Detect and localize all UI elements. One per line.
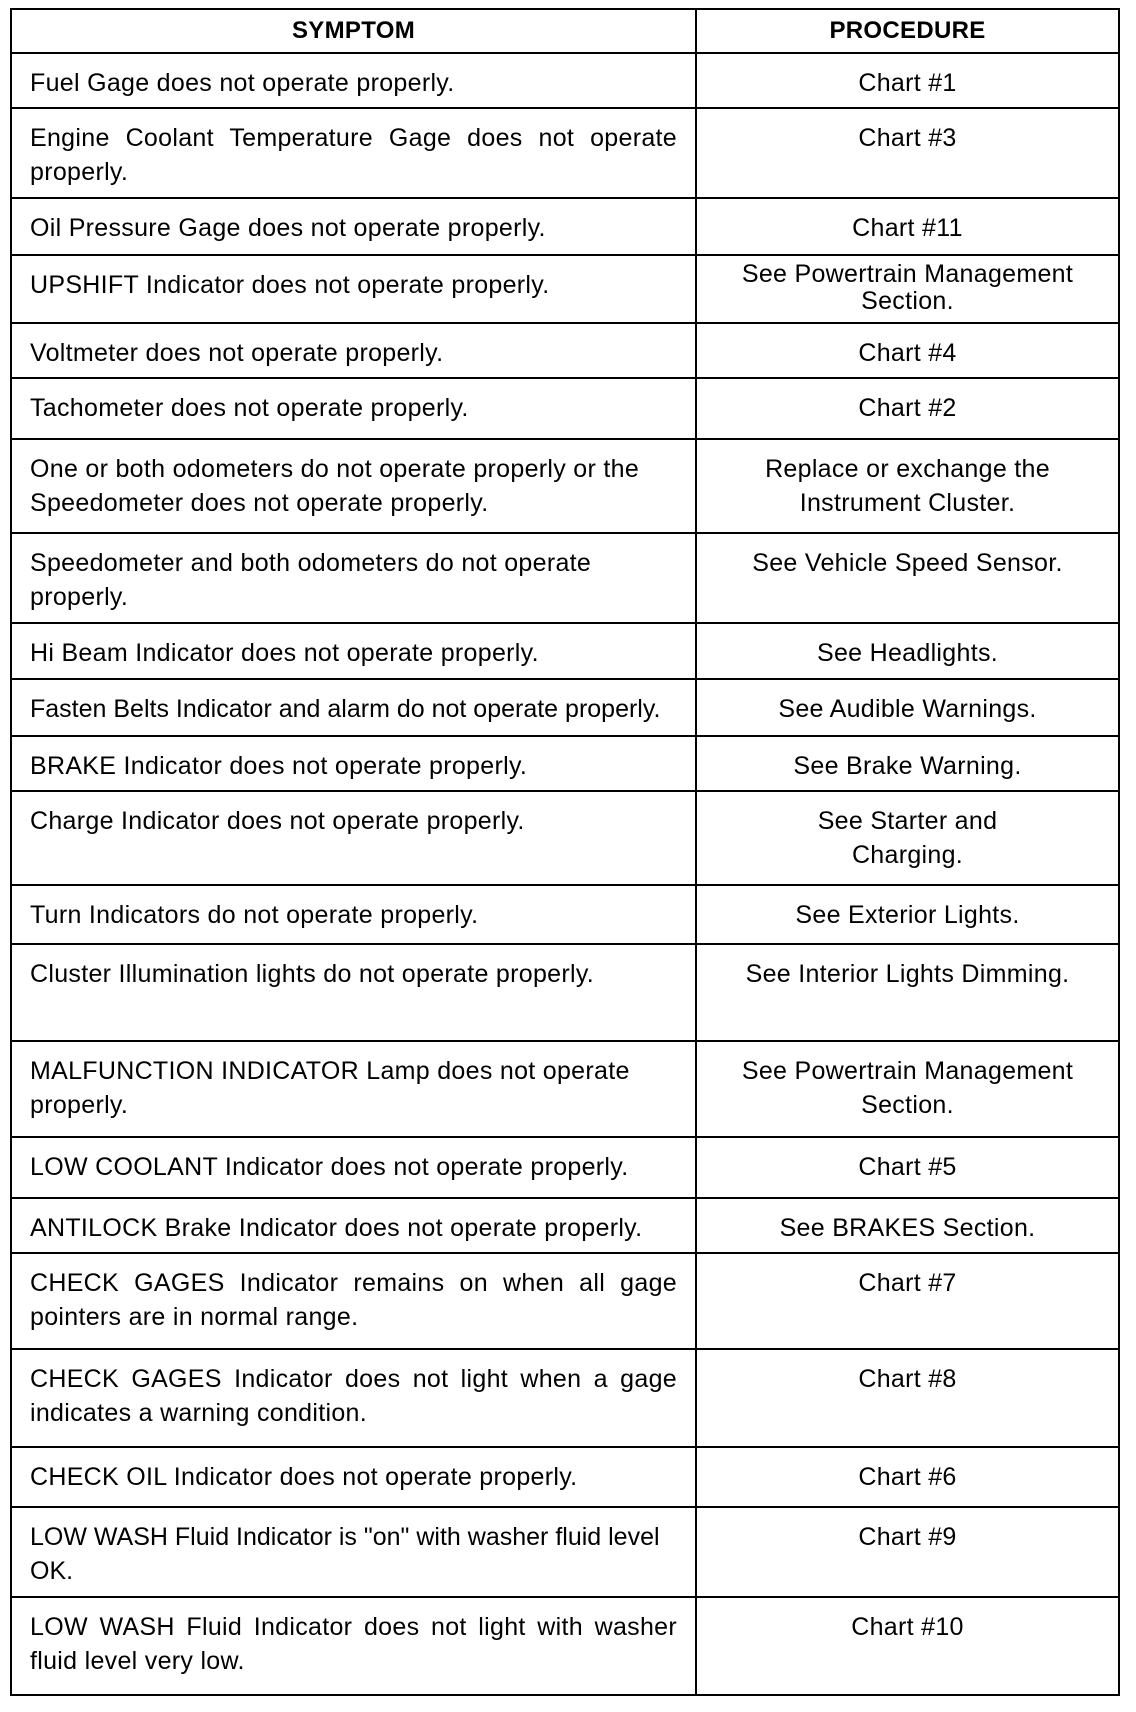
table-row (11, 533, 1119, 623)
symptom-cell: ANTILOCK Brake Indicator does not operate properly. (11, 1198, 696, 1253)
symptom-cell: Cluster Illumination lights do not operate properly. (11, 944, 696, 1040)
table-row (11, 679, 1119, 736)
header-row (11, 9, 1119, 53)
symptom-cell: Speedometer and both odometers do not operate properly. (11, 533, 696, 623)
procedure-column-header: PROCEDURE (696, 9, 1119, 53)
procedure-cell: See Vehicle Speed Sensor. (696, 533, 1119, 623)
table-row (11, 53, 1119, 108)
symptom-cell: Fuel Gage does not operate properly. (11, 53, 696, 108)
table-row (11, 198, 1119, 255)
table-row (11, 439, 1119, 533)
procedure-cell: See Powertrain Management Section. (696, 1041, 1119, 1137)
procedure-cell: Chart #2 (696, 378, 1119, 439)
procedure-cell: Chart #3 (696, 108, 1119, 198)
procedure-cell: Chart #11 (696, 198, 1119, 255)
symptom-cell: Charge Indicator does not operate properly. (11, 791, 696, 885)
procedure-cell: See Starter and Charging. (696, 791, 1119, 885)
symptom-cell: Oil Pressure Gage does not operate properly. (11, 198, 696, 255)
procedure-cell: Chart #6 (696, 1447, 1119, 1506)
procedure-cell: Chart #10 (696, 1597, 1119, 1695)
procedure-cell: Chart #5 (696, 1137, 1119, 1198)
symptom-cell: Tachometer does not operate properly. (11, 378, 696, 439)
table-row (11, 1507, 1119, 1597)
symptom-cell: Hi Beam Indicator does not operate properly. (11, 623, 696, 678)
procedure-cell: See Brake Warning. (696, 736, 1119, 791)
symptom-cell: BRAKE Indicator does not operate properly. (11, 736, 696, 791)
symptom-cell: Voltmeter does not operate properly. (11, 323, 696, 378)
procedure-cell: Chart #4 (696, 323, 1119, 378)
symptom-cell: CHECK GAGES Indicator remains on when all gage pointers are in normal range. (11, 1253, 696, 1349)
table-row (11, 791, 1119, 885)
table-row (11, 255, 1119, 322)
procedure-cell: Replace or exchange the Instrument Cluster. (696, 439, 1119, 533)
procedure-cell: See BRAKES Section. (696, 1198, 1119, 1253)
procedure-cell: See Interior Lights Dimming. (696, 944, 1119, 1040)
table-row (11, 944, 1119, 1040)
table-row (11, 323, 1119, 378)
table-row (11, 1447, 1119, 1506)
symptom-cell: LOW COOLANT Indicator does not operate properly. (11, 1137, 696, 1198)
symptom-procedure-table (10, 8, 1120, 1696)
table-row (11, 1041, 1119, 1137)
procedure-cell: See Exterior Lights. (696, 885, 1119, 944)
procedure-cell: See Powertrain Management Section. (696, 255, 1119, 322)
table-row (11, 1349, 1119, 1447)
symptom-cell: Turn Indicators do not operate properly. (11, 885, 696, 944)
symptom-column-header: SYMPTOM (11, 9, 696, 53)
symptom-cell: LOW WASH Fluid Indicator is "on" with washer fluid level OK. (11, 1507, 696, 1597)
symptom-cell: CHECK OIL Indicator does not operate properly. (11, 1447, 696, 1506)
table-row (11, 1198, 1119, 1253)
symptom-cell: CHECK GAGES Indicator does not light when a gage indicates a warning condition. (11, 1349, 696, 1447)
symptom-cell: One or both odometers do not operate properly or the Speedometer does not operate properly. (11, 439, 696, 533)
table-row (11, 885, 1119, 944)
procedure-cell: See Audible Warnings. (696, 679, 1119, 736)
procedure-cell: Chart #8 (696, 1349, 1119, 1447)
symptom-cell: Engine Coolant Temperature Gage does not operate properly. (11, 108, 696, 198)
symptom-cell: MALFUNCTION INDICATOR Lamp does not operate properly. (11, 1041, 696, 1137)
table-row (11, 736, 1119, 791)
symptom-cell: UPSHIFT Indicator does not operate properly. (11, 255, 696, 322)
symptom-cell: Fasten Belts Indicator and alarm do not operate properly. (11, 679, 696, 736)
procedure-cell: Chart #7 (696, 1253, 1119, 1349)
table-row (11, 378, 1119, 439)
table-row (11, 1253, 1119, 1349)
table-row (11, 1137, 1119, 1198)
procedure-cell: Chart #9 (696, 1507, 1119, 1597)
table-row (11, 108, 1119, 198)
table-row (11, 623, 1119, 678)
procedure-cell: Chart #1 (696, 53, 1119, 108)
procedure-cell: See Headlights. (696, 623, 1119, 678)
document-page (10, 8, 1118, 1696)
symptom-cell: LOW WASH Fluid Indicator does not light with washer fluid level very low. (11, 1597, 696, 1695)
table-row (11, 1597, 1119, 1695)
